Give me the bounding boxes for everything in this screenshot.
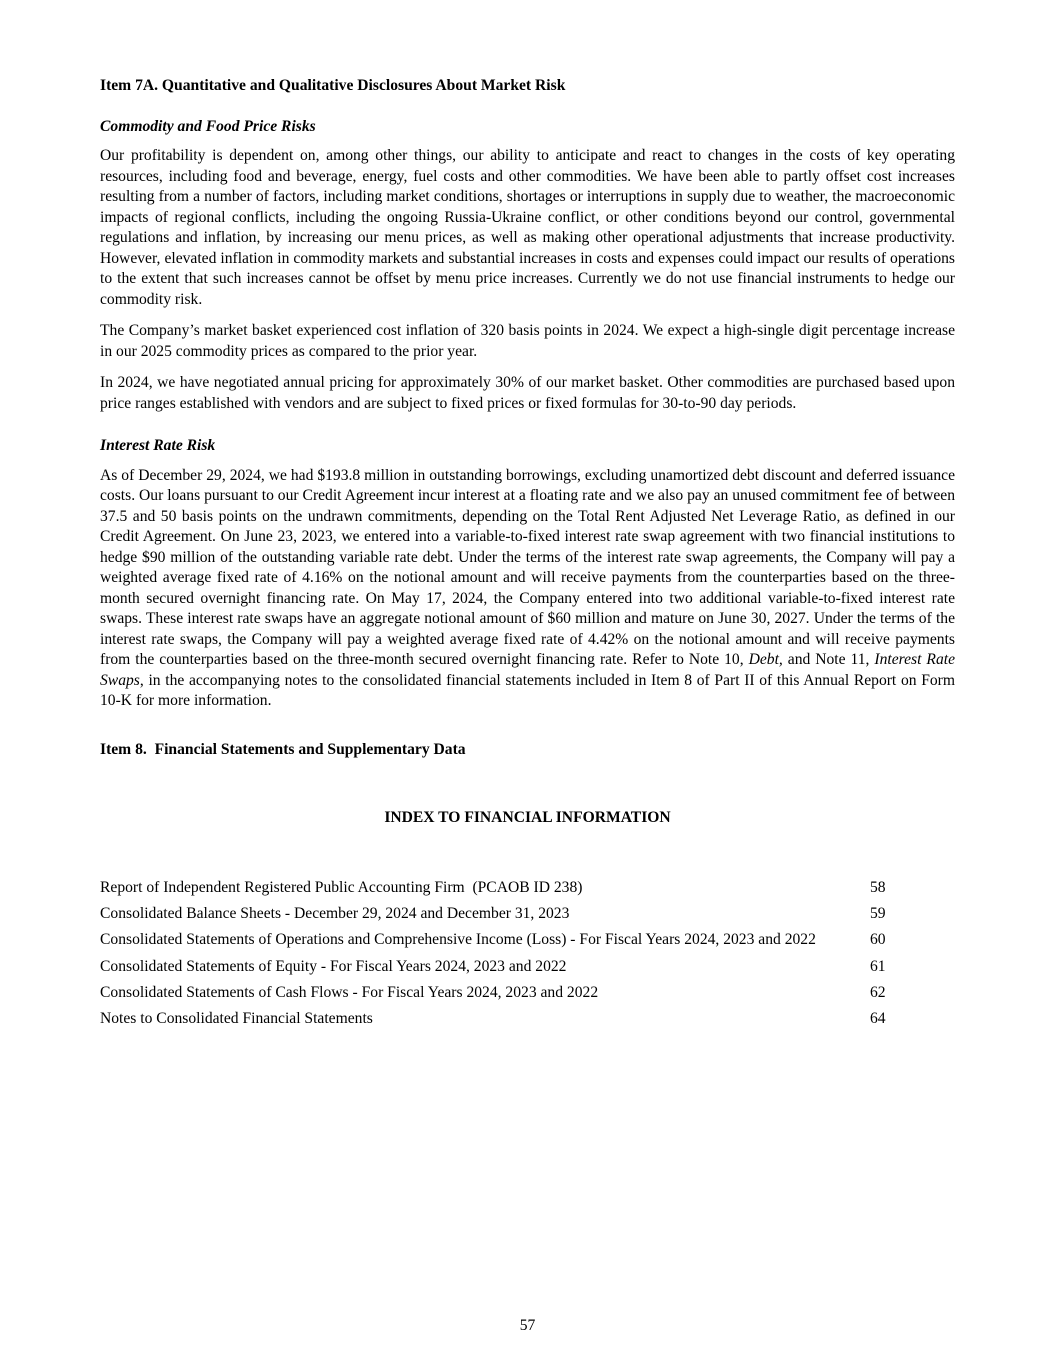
index-row-report-of-independent-firm xyxy=(100,876,955,902)
index-row-statements-of-cash-flows xyxy=(100,980,955,1006)
index-entry-label: Notes to Consolidated Financial Statements xyxy=(100,1009,373,1027)
index-entry-page: 59 xyxy=(870,905,886,923)
index-entry-page: 62 xyxy=(870,983,886,1001)
item-8-heading: Item 8. Financial Statements and Supplementary Data xyxy=(100,740,466,758)
index-entry-page: 60 xyxy=(870,931,886,949)
financial-index-table xyxy=(100,876,955,1033)
page-number: 57 xyxy=(519,1317,536,1334)
index-row-notes-to-financial-statements xyxy=(100,1006,955,1032)
index-row-statements-of-operations xyxy=(100,928,955,954)
text-segment: and Note 11, xyxy=(782,651,875,668)
index-entry-label: Report of Independent Registered Public Accounting Firm (PCAOB ID 238) xyxy=(100,879,583,897)
commodity-price-risks-subheading: Commodity and Food Price Risks xyxy=(100,117,316,135)
index-row-balance-sheets xyxy=(100,902,955,928)
index-entry-label: Consolidated Statements of Equity - For Fiscal Years 2024, 2023 and 2022 xyxy=(100,957,567,975)
text-segment: As of December 29, 2024, we had $193.8 million in outstanding borrowings, excluding unamortized debt discount and deferred issuance costs. Our loans pursuant to our Credit Agreement incur interest at a floating rate and we also pay an unused commitment fee of between 37.5 and 50 basis points on the undrawn commitments, depending on the Total Rent Adjusted Net Leverage Ratio, as defined in our Credit Agreement. On June 23, 2023, we entered into a variable-to-fixed interest rate swap agreement with two financial institutions to hedge $90 million of the outstanding variable rate debt. Under the terms of the interest rate swap agreements, the Company will pay a weighted average fixed rate of 4.16% on the notional amount and will receive payments from the counterparties based on the three-month secured overnight financing rate. On May 17, 2024, the Company entered into two additional variable-to-fixed interest rate swaps. These interest rate swaps have an aggregate notional amount of $60 million and mature on June 30, 2027. Under the terms of the interest rate swaps, the Company will pay a weighted average fixed rate of 4.42% on the notional amount and will receive payments from the counterparties based on the three-month secured overnight financing rate. Refer to Note 10, xyxy=(100,466,955,668)
note-10-debt-reference: Debt, xyxy=(748,651,783,668)
paragraph-commodity-2: The Company’s market basket experienced cost inflation of 320 basis points in 2024. We expect a high-single digit percentage increase in our 2025 commodity prices as compared to the prior year. xyxy=(100,322,955,360)
index-entry-label: Consolidated Statements of Cash Flows - For Fiscal Years 2024, 2023 and 2022 xyxy=(100,983,599,1001)
index-entry-label: Consolidated Statements of Operations and Comprehensive Income (Loss) - For Fiscal Years 2024, 2023 and 2022 xyxy=(100,931,816,949)
paragraph-commodity-1: Our profitability is dependent on, among other things, our ability to anticipate and react to changes in the costs of key operating resources, including food and beverage, energy, fuel costs and other commodities. We have been able to partly offset cost increases resulting from a number of factors, including market conditions, shortages or interruptions in supply due to weather, the macroeconomic impacts of regional conflicts, including the ongoing Russia-Ukraine conflict, or other conditions beyond our control, governmental regulations and inflation, by increasing our menu prices, as well as making other operational adjustments that increase productivity. However, elevated inflation in commodity markets and substantial increases in costs and expenses could impact our results of operations to the extent that such increases cannot be offset by menu price increases. Currently we do not use financial instruments to hedge our commodity risk. xyxy=(100,147,955,308)
index-entry-label: Consolidated Balance Sheets - December 29, 2024 and December 31, 2023 xyxy=(100,905,570,923)
index-entry-page: 58 xyxy=(870,879,886,897)
item-7a-heading: Item 7A. Quantitative and Qualitative Disclosures About Market Risk xyxy=(100,77,566,94)
index-entry-page: 64 xyxy=(870,1009,886,1027)
text-segment: , in the accompanying notes to the consolidated financial statements included in Item 8 of Part II of this Annual Report on Form 10-K for more information. xyxy=(100,671,955,709)
paragraph-commodity-3: In 2024, we have negotiated annual pricing for approximately 30% of our market basket. Other commodities are purchased based upon price ranges established with vendors and are subject to fixed prices or fixed formulas for 30-to-90 day periods. xyxy=(100,374,955,412)
index-row-statements-of-equity xyxy=(100,954,955,980)
index-entry-page: 61 xyxy=(870,957,886,975)
index-to-financial-information-title: INDEX TO FINANCIAL INFORMATION xyxy=(384,809,671,826)
note-11-interest-rate-swaps-reference: Interest Rate Swaps xyxy=(100,651,955,689)
paragraph-interest-rate xyxy=(100,466,955,712)
interest-rate-risk-subheading: Interest Rate Risk xyxy=(100,437,216,454)
